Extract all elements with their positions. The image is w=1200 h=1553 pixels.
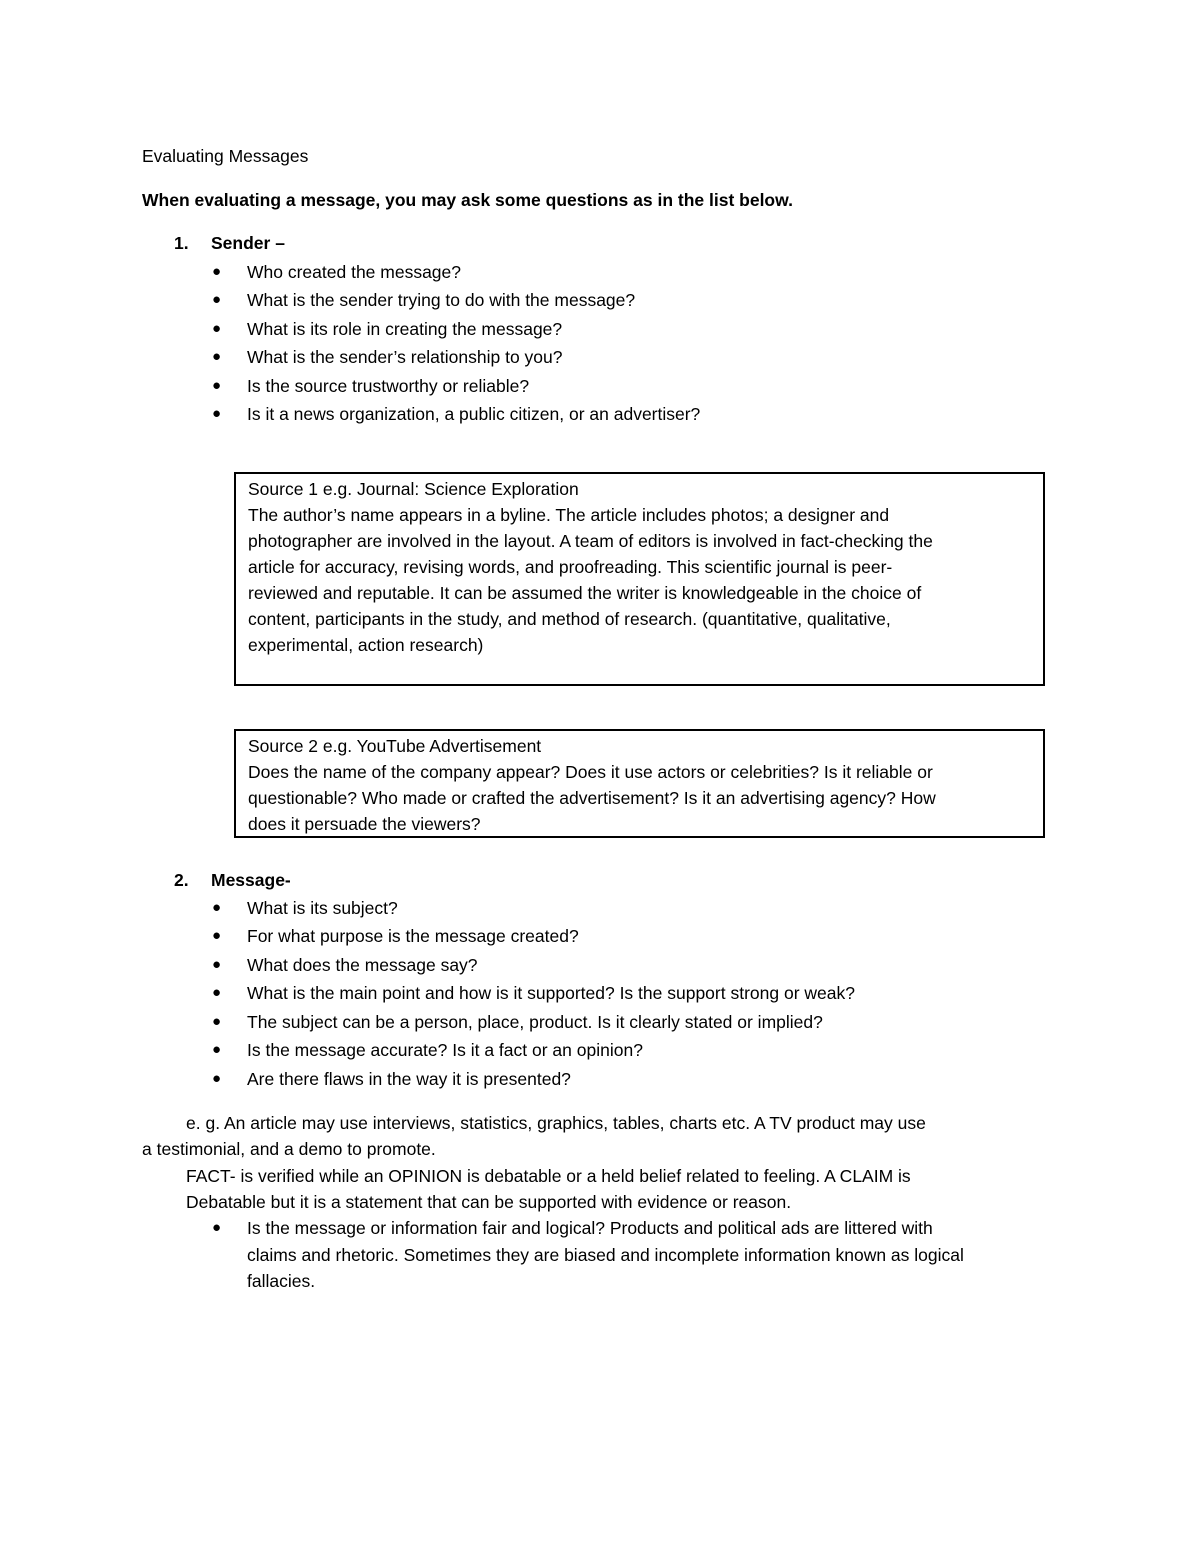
section-heading (0, 233, 1200, 259)
list-item: ● Is the message accurate? Is it a fact or an opinion? (212, 1040, 643, 1060)
final-bullet-line: fallacies. (247, 1271, 316, 1291)
list-item: ● Is it a news organization, a public citizen, or an advertiser? (212, 404, 701, 424)
source-1-line: experimental, action research) (248, 635, 484, 655)
bullet-icon: ● (212, 1070, 222, 1087)
section-label: Sender – (211, 233, 285, 253)
bullet-icon: ● (212, 927, 222, 944)
section-number: 2. (174, 870, 189, 890)
example-line: e. g. An article may use interviews, statistics, graphics, tables, charts etc. A TV product may use (186, 1113, 926, 1133)
bullet-icon: ● (212, 1013, 222, 1030)
bullet-icon: ● (212, 956, 222, 973)
source-1-line: article for accuracy, revising words, and proofreading. This scientific journal is peer- (248, 557, 893, 577)
source-2-line: Does the name of the company appear? Does it use actors or celebrities? Is it reliable or (248, 762, 933, 782)
bullet-icon: ● (212, 984, 222, 1001)
fact-line: Debatable but it is a statement that can be supported with evidence or reason. (186, 1192, 792, 1212)
list-item: ● What does the message say? (212, 955, 478, 975)
example-line: a testimonial, and a demo to promote. (142, 1139, 436, 1159)
source-1-box (234, 472, 1045, 686)
bullet-icon: ● (212, 1219, 222, 1236)
source-2-line: questionable? Who made or crafted the advertisement? Is it an advertising agency? How (248, 788, 936, 808)
source-2-box (234, 729, 1045, 838)
bullet-icon: ● (212, 348, 222, 365)
list-item: ● What is its subject? (212, 898, 398, 918)
bullet-icon: ● (212, 291, 222, 308)
list-item: ● For what purpose is the message created? (212, 926, 579, 946)
bullet-icon: ● (212, 320, 222, 337)
source-2-line: does it persuade the viewers? (248, 814, 481, 834)
list-item: ● Is the source trustworthy or reliable? (212, 376, 530, 396)
list-item: ● What is the sender trying to do with the message? (212, 290, 636, 310)
section-number: 1. (174, 233, 189, 253)
list-item: ● The subject can be a person, place, product. Is it clearly stated or implied? (212, 1012, 823, 1032)
list-item: ● Is the message or information fair and logical? Products and political ads are littered with (212, 1218, 933, 1238)
source-1-line: photographer are involved in the layout. A team of editors is involved in fact-checking the (248, 531, 933, 551)
bullet-icon: ● (212, 263, 222, 280)
bullet-icon: ● (212, 405, 222, 422)
section-heading (0, 870, 1200, 896)
section-label: Message- (211, 870, 291, 890)
list-item: ● What is the sender’s relationship to you? (212, 347, 563, 367)
list-item: ● What is its role in creating the message? (212, 319, 563, 339)
source-1-line: reviewed and reputable. It can be assumed the writer is knowledgeable in the choice of (248, 583, 922, 603)
source-1-heading: Source 1 e.g. Journal: Science Exploration (248, 479, 579, 499)
list-item: ● Are there flaws in the way it is presented? (212, 1069, 571, 1089)
final-bullet-line: claims and rhetoric. Sometimes they are biased and incomplete information known as logical (247, 1245, 964, 1265)
fact-line: FACT- is verified while an OPINION is debatable or a held belief related to feeling. A CLAIM is (186, 1166, 911, 1186)
bullet-icon: ● (212, 377, 222, 394)
document-title: Evaluating Messages (142, 146, 309, 166)
source-1-line: The author’s name appears in a byline. The article includes photos; a designer and (248, 505, 890, 525)
bullet-icon: ● (212, 1041, 222, 1058)
source-2-heading: Source 2 e.g. YouTube Advertisement (248, 736, 542, 756)
list-item: ● Who created the message? (212, 262, 462, 282)
bullet-icon: ● (212, 899, 222, 916)
list-item: ● What is the main point and how is it supported? Is the support strong or weak? (212, 983, 855, 1003)
intro-text: When evaluating a message, you may ask some questions as in the list below. (142, 190, 793, 210)
source-1-line: content, participants in the study, and method of research. (quantitative, qualitative, (248, 609, 891, 629)
